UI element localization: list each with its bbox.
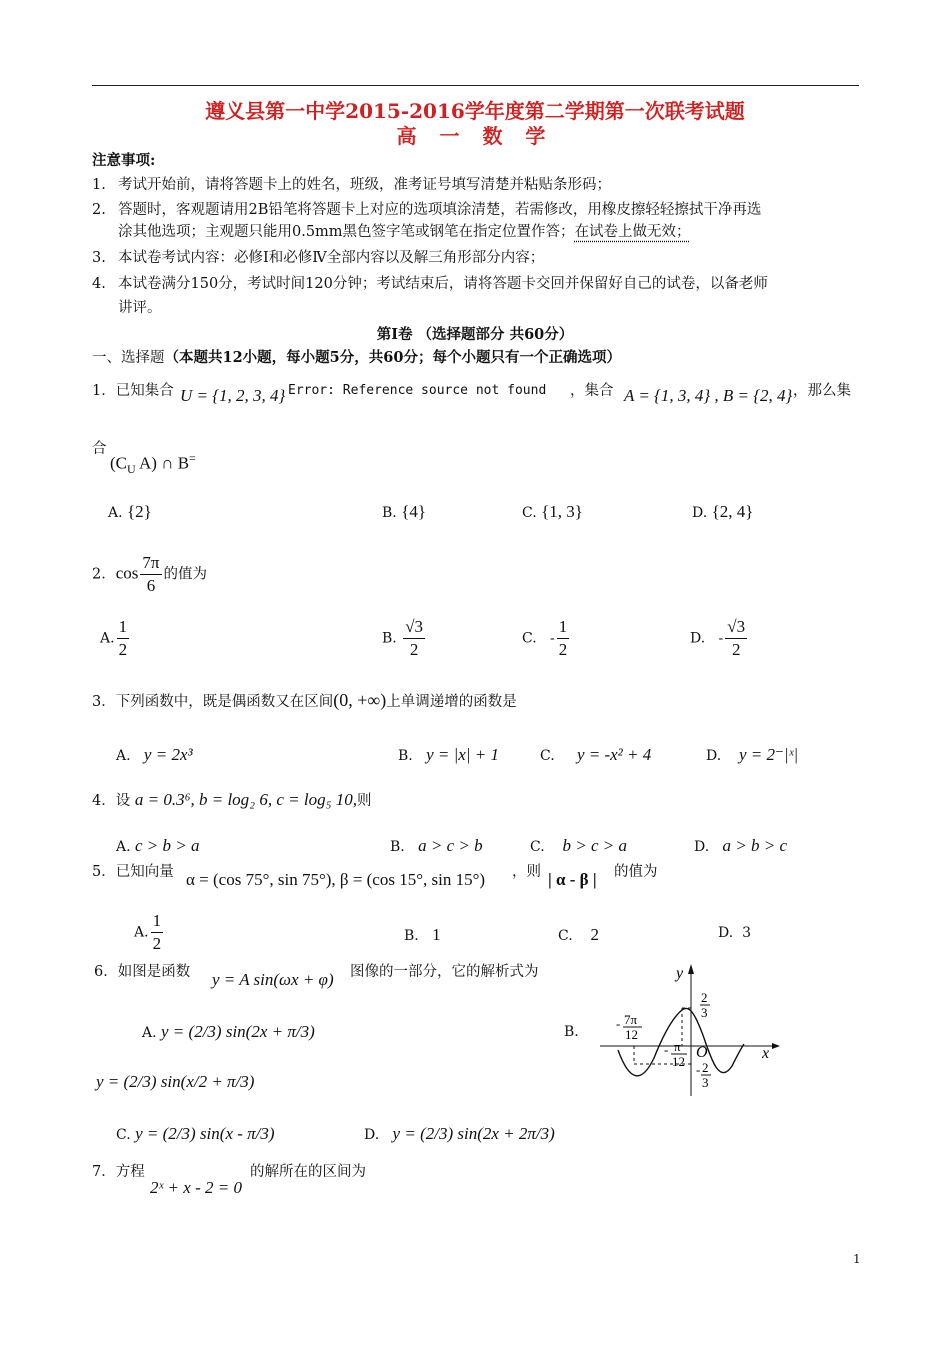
option-value: b > c > a: [562, 836, 627, 855]
exam-title: 遵义县第一中学2015-2016学年度第二学期第一次联考试题: [205, 99, 745, 123]
q2-stem: [92, 552, 207, 597]
q1-option-d[interactable]: [692, 502, 753, 522]
option-value: y = -x² + 4: [576, 745, 652, 764]
notice-text: 答题时，客观题请用2B铅笔将答题卡上对应的选项填涂清楚，若需修改，用橡皮擦轻轻擦拭干净再选: [118, 202, 762, 218]
option-label: D.: [364, 1127, 380, 1143]
q1-expression: [110, 451, 196, 477]
q1-expr-b: A) ∩ B: [135, 453, 190, 473]
option-label: A.: [100, 630, 115, 647]
left-label-sign: -: [616, 1016, 621, 1031]
bottom-label-sign: -: [696, 1062, 701, 1077]
q6-post: 图像的一部分，它的解析式为: [350, 964, 539, 980]
mid-label-den: 12: [672, 1054, 685, 1069]
bottom-label-den: 3: [702, 1075, 709, 1090]
option-label: B.: [382, 505, 397, 521]
q2-post: 的值为: [163, 566, 207, 583]
origin-label: O: [696, 1044, 708, 1061]
q1-option-b[interactable]: [382, 502, 426, 522]
option-sign: -: [550, 630, 555, 647]
frac-den: 2: [118, 640, 128, 659]
part-heading: [92, 348, 621, 368]
notice-item-4: [92, 274, 768, 294]
q2-option-c[interactable]: [522, 616, 571, 661]
q5-mid: ，则: [512, 864, 541, 880]
option-label: B.: [404, 928, 419, 944]
q4-option-a[interactable]: [116, 836, 200, 856]
q7-stem: [92, 1162, 145, 1182]
option-label: A.: [134, 924, 149, 941]
q7-equation: 2ˣ + x - 2 = 0: [150, 1178, 242, 1197]
q4-stem: [92, 790, 371, 811]
notice-item-3: [92, 248, 544, 268]
q1-stem: [92, 381, 174, 401]
q6-function: y = A sin(ωx + φ): [212, 970, 334, 989]
option-fraction: [557, 616, 570, 661]
notice-text: 本试卷满分150分，考试时间120分钟；考试结束后，请将答题卡交回并保留好自己的试卷，以备老师: [118, 276, 768, 292]
q4-option-d[interactable]: [694, 836, 787, 856]
q6-option-a[interactable]: [142, 1022, 315, 1042]
q4-option-b[interactable]: [390, 836, 483, 856]
option-label: D.: [690, 630, 706, 647]
option-value: y = (2/3) sin(2x + π/3): [161, 1022, 315, 1041]
q1-sets-ab: A = {1, 3, 4} , B = {2, 4}: [624, 386, 793, 405]
option-label: A.: [108, 505, 123, 521]
option-label: D.: [706, 748, 722, 764]
q3-option-c[interactable]: [540, 745, 651, 765]
q5-post: 的值为: [614, 864, 658, 880]
option-value: y = 2⁻|ˣ|: [739, 745, 799, 764]
frac-num: √3: [725, 616, 747, 639]
option-label: C.: [522, 505, 537, 521]
option-value: 1: [432, 925, 441, 944]
option-label: D.: [692, 505, 708, 521]
q3-post: 上单调递增的函数是: [386, 694, 517, 710]
option-label: B.: [390, 839, 405, 855]
q1-error-text: Error: Reference source not found: [288, 383, 547, 398]
option-value: y = (2/3) sin(x/2 + π/3): [96, 1072, 255, 1091]
q5-option-c[interactable]: [558, 925, 599, 945]
q1-set-u: U = {1, 2, 3, 4}: [180, 386, 286, 405]
notice-text: 涂其他选项；主观题只能用0.5mm黑色签字笔或钢笔在指定位置作答；: [118, 224, 575, 240]
q7-pre: 方程: [115, 1164, 145, 1180]
q1-option-c[interactable]: [522, 502, 583, 522]
option-label: C.: [540, 748, 555, 764]
option-value: {2}: [127, 502, 152, 521]
option-fraction: [403, 616, 425, 661]
q6-option-b[interactable]: [96, 1072, 254, 1092]
notice-item-4-cont: 讲评。: [118, 300, 162, 316]
q2-option-a[interactable]: [100, 616, 131, 661]
y-axis-label: y: [676, 965, 684, 982]
exam-subtitle: 高 一 数 学: [396, 124, 554, 148]
q5-pre: 已知向量: [115, 864, 174, 880]
option-value: c > b > a: [135, 836, 200, 855]
x-axis-label: x: [762, 1045, 770, 1062]
option-label: A.: [116, 748, 131, 764]
frac-den: 6: [146, 576, 156, 595]
q1-expr-eq: =: [189, 451, 196, 465]
option-label: C.: [558, 928, 573, 944]
q6-pre: 如图是函数: [117, 964, 191, 980]
q6-stem: [94, 962, 190, 982]
section-title: 第Ⅰ卷 （选择题部分 共60分）: [376, 326, 574, 343]
q6-option-d[interactable]: [364, 1124, 555, 1144]
frac-num: 1: [557, 616, 570, 639]
q1-expr-a: (C: [110, 453, 127, 473]
q1-line2: 合: [92, 441, 107, 457]
frac-den: 2: [731, 640, 741, 659]
option-label: B.: [398, 748, 413, 764]
notice-item-1: [92, 175, 611, 195]
q3-num: 3．: [92, 694, 116, 710]
option-value: {4}: [401, 502, 427, 521]
option-label: D.: [718, 925, 734, 941]
mid-label-num: π: [674, 1039, 681, 1054]
q1-expr-sub: U: [127, 462, 136, 477]
q6-sine-graph: [596, 958, 786, 1100]
q1-mid: ，集合: [570, 383, 614, 399]
q2-option-b[interactable]: [382, 616, 427, 661]
q3-option-a[interactable]: [116, 745, 193, 765]
option-fraction: [725, 616, 747, 661]
option-label: A.: [142, 1025, 157, 1041]
q5-option-a[interactable]: [134, 910, 165, 955]
notice-heading: 注意事项:: [92, 152, 156, 169]
q3-option-d[interactable]: [706, 745, 798, 765]
option-label: C.: [522, 630, 537, 647]
notice-num: 3.: [92, 250, 106, 266]
frac-num: 1: [151, 910, 164, 933]
option-fraction: [151, 910, 164, 955]
q2-cos: cos: [115, 563, 139, 583]
frac-num: 1: [117, 616, 130, 639]
q5-vectors: α = (cos 75°, sin 75°), β = (cos 15°, sin 15°): [186, 870, 486, 889]
q1-pre: 已知集合: [115, 383, 174, 399]
frac-den: 2: [152, 934, 162, 953]
frac-den: 2: [409, 640, 419, 659]
q4-post: 则: [356, 793, 372, 809]
notice-text: 本试卷考试内容：必修Ⅰ和必修Ⅳ全部内容以及解三角形部分内容；: [118, 250, 545, 266]
option-label: C.: [530, 839, 545, 855]
y-axis-arrow-icon: [688, 964, 694, 974]
option-value: {2, 4}: [711, 502, 754, 521]
top-label-den: 3: [701, 1005, 708, 1020]
q6-num: 6．: [94, 964, 118, 980]
option-label: C.: [116, 1127, 131, 1143]
q3-option-b[interactable]: [398, 745, 499, 765]
frac-num: √3: [403, 616, 425, 639]
q4-pre: 设: [115, 793, 131, 809]
q5-option-b[interactable]: [404, 925, 441, 945]
q2-num: 2．: [92, 566, 116, 583]
option-value: a > b > c: [722, 836, 788, 855]
q5-stem: [92, 862, 174, 882]
mid-label-sign: -: [664, 1042, 669, 1057]
q1-option-a[interactable]: [108, 502, 152, 522]
bottom-label-num: 2: [702, 1060, 709, 1075]
q3-stem: [92, 690, 517, 712]
q6-option-b-label[interactable]: B.: [564, 1024, 579, 1040]
option-label: D.: [694, 839, 710, 855]
option-fraction: [117, 616, 130, 661]
option-value: y = 2x³: [143, 745, 193, 764]
option-value: a > c > b: [418, 836, 483, 855]
notice-text: 考试开始前，请将答题卡上的姓名，班级，准考证号填写清楚并粘贴条形码；: [118, 177, 611, 193]
q5-num: 5．: [92, 864, 116, 880]
x-axis-arrow-icon: [772, 1043, 780, 1049]
notice-num: 1.: [92, 177, 106, 193]
left-label-num: 7π: [624, 1012, 638, 1027]
q4-num: 4．: [92, 793, 116, 809]
option-value: 3: [742, 925, 752, 941]
left-label-den: 12: [625, 1027, 638, 1042]
notice-num: 2.: [92, 202, 106, 218]
option-label: B.: [382, 630, 397, 647]
top-rule: [92, 85, 859, 86]
q7-post: 的解所在的区间为: [250, 1164, 366, 1180]
frac-num: 7π: [140, 552, 161, 575]
option-value: y = (2/3) sin(2x + 2π/3): [392, 1124, 555, 1143]
q1-post: ，那么集: [793, 383, 851, 399]
q1-num: 1．: [92, 383, 116, 399]
option-value: y = |x| + 1: [426, 745, 499, 764]
notice-num: 4.: [92, 276, 106, 292]
q4-expression: a = 0.3⁶, b = log₂ 6, c = log₅ 10,: [134, 790, 357, 809]
option-value: 2: [590, 925, 599, 944]
part-desc: （本题共12小题，每小题5分，共60分；每个小题只有一个正确选项）: [164, 349, 621, 366]
q5-abs: | α - β |: [548, 870, 597, 889]
notice-item-2: [92, 200, 761, 220]
option-value: y = (2/3) sin(x - π/3): [135, 1124, 275, 1143]
option-label: A.: [116, 839, 131, 855]
notice-emphasis: 在试卷上做无效；: [574, 224, 691, 240]
notice-item-2-cont: [118, 222, 691, 242]
option-sign: -: [718, 630, 724, 647]
frac-den: 2: [558, 640, 568, 659]
top-label-num: 2: [701, 990, 708, 1005]
q3-interval: (0, +∞): [333, 690, 387, 710]
q3-pre: 下列函数中，既是偶函数又在区间: [115, 694, 334, 710]
q6-option-c[interactable]: [116, 1124, 275, 1144]
q7-num: 7．: [92, 1164, 116, 1180]
part-label: 一、选择题: [92, 350, 165, 366]
option-value: {1, 3}: [541, 502, 583, 521]
q4-option-c[interactable]: [530, 836, 627, 856]
page-number: 1: [853, 1252, 861, 1266]
q5-option-d[interactable]: [718, 925, 751, 941]
q2-option-d[interactable]: [690, 616, 749, 661]
q2-fraction: [140, 552, 161, 597]
